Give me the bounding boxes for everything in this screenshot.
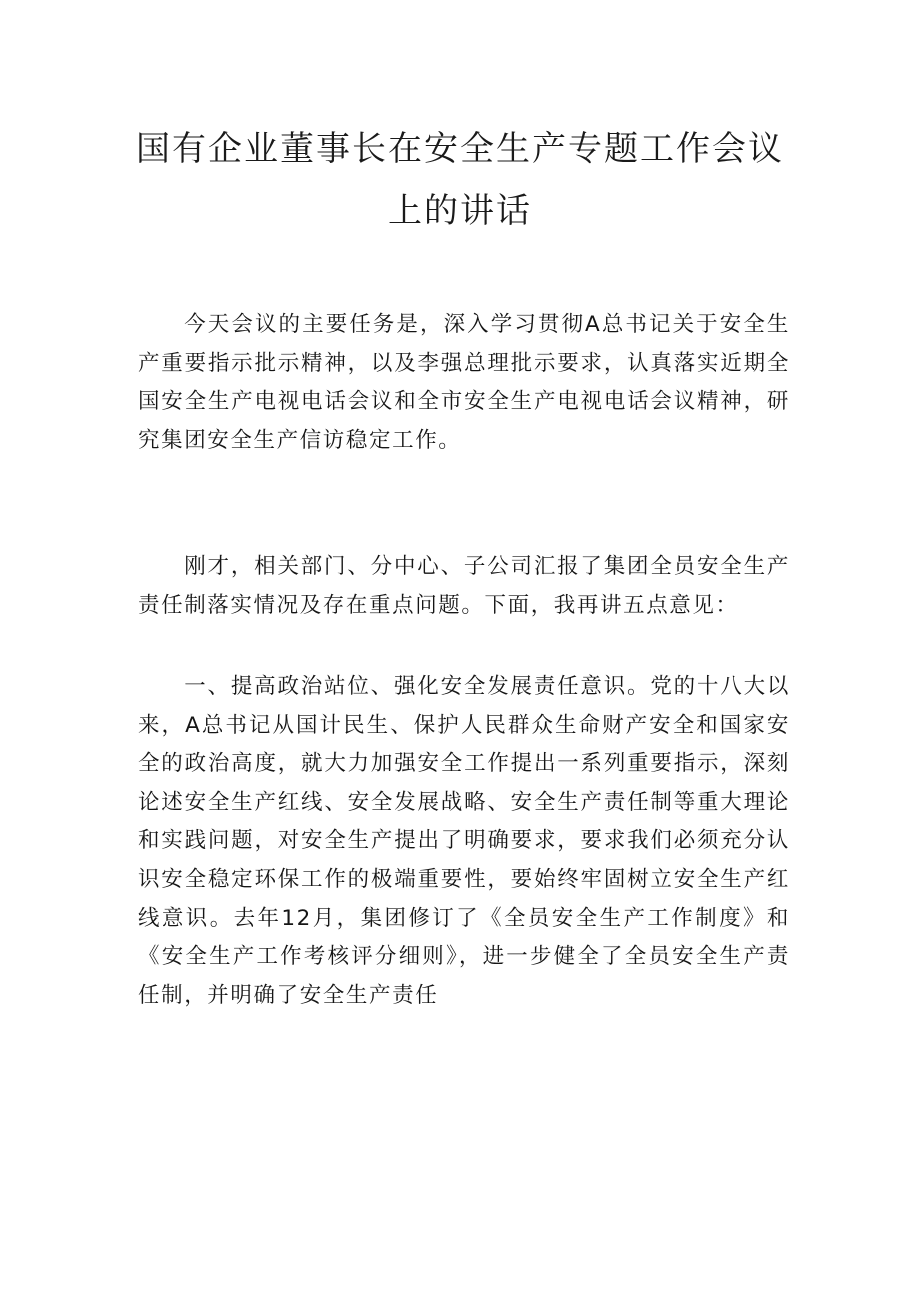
title-line-2: 上的讲话 [388,191,532,231]
paragraph-point-one: 一、提高政治站位、强化安全发展责任意识。党的十八大以来，A总书记从国计民生、保护人民群众生命财产安全和国家安全的政治高度，就大力加强安全工作提出一系列重要指示，深刻论述安全生产红线、安全发展战略、安全生产责任制等重大理论和实践问题，对安全生产提出了明确要求，要求我们必须充分认识安全稳定环保工作的极端重要性，要始终牢固树立安全生产红线意识。去年12月，集团修订了《全员安全生产工作制度》和《安全生产工作考核评分细则》，进一步健全了全员安全生产责任制，并明确了安全生产责任 [138,674,790,1008]
title-line-1: 国有企业董事长在安全生产专题工作会议 [136,129,784,169]
paragraph-reports: 刚才，相关部门、分中心、子公司汇报了集团全员安全生产责任制落实情况及存在重点问题。下面，我再讲五点意见： [138,554,790,618]
document-title [120,118,800,242]
paragraph-meeting-task: 今天会议的主要任务是，深入学习贯彻A总书记关于安全生产重要指示批示精神，以及李强总理批示要求，认真落实近期全国安全生产电视电话会议和全市安全生产电视电话会议精神，研究集团安全生产信访稳定工作。 [138,312,790,453]
